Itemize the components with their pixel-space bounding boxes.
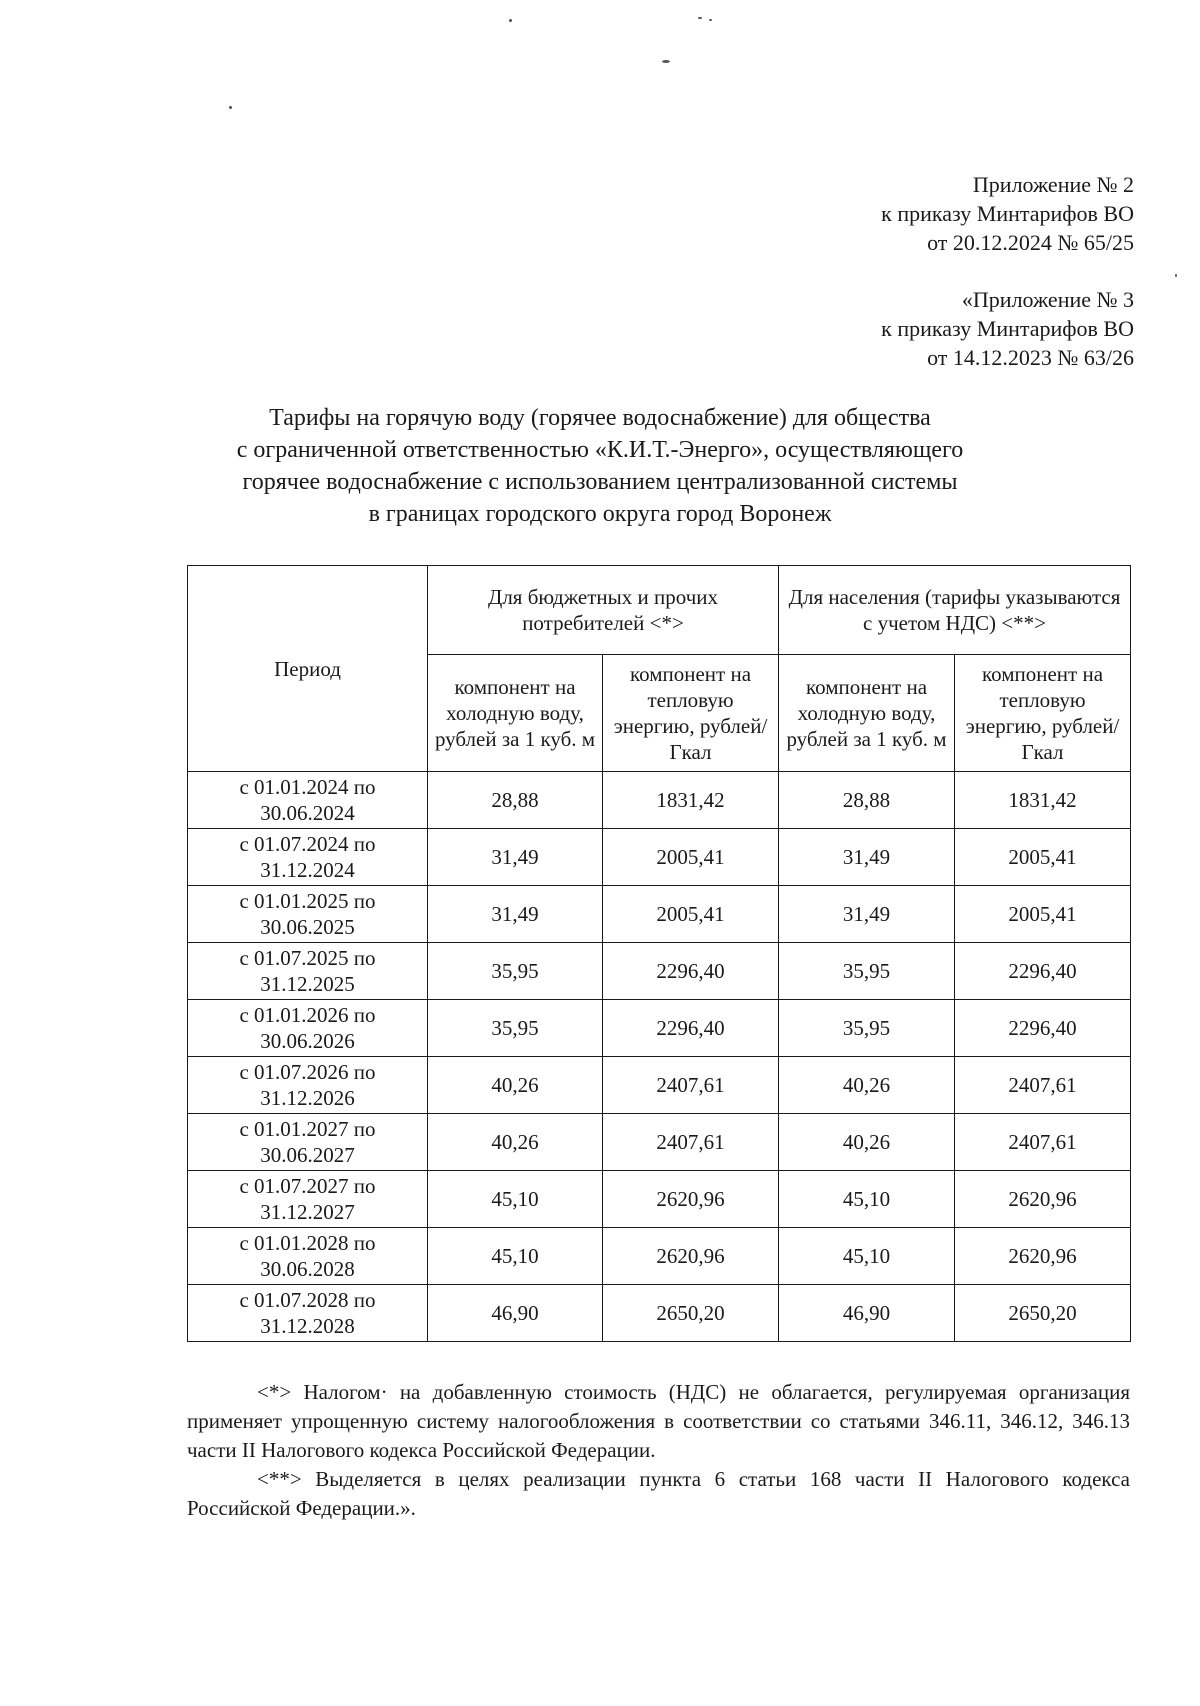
budget-heat-energy-value: 2407,61 [603,1057,779,1114]
period-cell [188,1000,428,1057]
period-cell [188,829,428,886]
footnote-budget: <*> Налогом· на добавленную стоимость (НДС) не облагается, регулируемая организация применяет упрощенную систему налогообложения в соответствии со статьями 346.11, 346.12, 346.13 части II Налогового кодекса Российской Федерации. [187,1380,1130,1462]
budget-cold-water-value: 31,49 [428,829,603,886]
budget-heat-energy-value: 2620,96 [603,1228,779,1285]
population-cold-water-value: 35,95 [779,1000,955,1057]
table-row [188,1057,1131,1114]
scan-speck [1175,274,1177,277]
population-cold-water-value: 35,95 [779,943,955,1000]
population-heat-energy-value: 2005,41 [955,886,1131,943]
period-cell [188,886,428,943]
period-from: с 01.07.2028 по [239,1288,376,1312]
period-from: с 01.07.2026 по [239,1060,376,1084]
budget-cold-water-value: 28,88 [428,772,603,829]
budget-heat-energy-value: 2296,40 [603,943,779,1000]
budget-cold-water-value: 40,26 [428,1114,603,1171]
period-from: с 01.07.2025 по [239,946,376,970]
footnotes [187,1378,1130,1523]
table-row [188,1228,1131,1285]
population-cold-water-value: 46,90 [779,1285,955,1342]
table-row [188,1171,1131,1228]
population-cold-water-value: 40,26 [779,1114,955,1171]
population-heat-energy-value: 2005,41 [955,829,1131,886]
budget-heat-energy-value: 2620,96 [603,1171,779,1228]
period-cell [188,1228,428,1285]
period-to: 30.06.2026 [260,1029,355,1053]
period-to: 31.12.2028 [260,1314,355,1338]
period-to: 30.06.2027 [260,1143,355,1167]
appendix-original-block [881,285,1134,372]
population-cold-water-value: 45,10 [779,1228,955,1285]
population-heat-energy-header: компонент на тепловую энергию, рублей/Гкал [955,655,1131,772]
table-row [188,1285,1131,1342]
budget-cold-water-value: 40,26 [428,1057,603,1114]
table-row [188,943,1131,1000]
population-group-header: Для населения (тарифы указываются с учетом НДС) <**> [779,566,1131,655]
budget-heat-energy-header: компонент на тепловую энергию, рублей/Гкал [603,655,779,772]
period-to: 31.12.2025 [260,972,355,996]
budget-heat-energy-value: 2005,41 [603,886,779,943]
period-cell [188,943,428,1000]
budget-heat-energy-value: 2005,41 [603,829,779,886]
period-cell [188,1114,428,1171]
period-from: с 01.01.2027 по [239,1117,376,1141]
table-row [188,829,1131,886]
period-from: с 01.07.2027 по [239,1174,376,1198]
table-row [188,1114,1131,1171]
budget-cold-water-value: 31,49 [428,886,603,943]
population-heat-energy-value: 2620,96 [955,1228,1131,1285]
period-to: 30.06.2025 [260,915,355,939]
budget-cold-water-value: 45,10 [428,1228,603,1285]
appendix-current-line1: Приложение № 2 [972,172,1134,197]
period-to: 30.06.2028 [260,1257,355,1281]
title-line4: в границах городского округа город Воронеж [368,501,832,527]
budget-cold-water-value: 35,95 [428,943,603,1000]
period-cell [188,1285,428,1342]
population-cold-water-value: 31,49 [779,829,955,886]
period-from: с 01.07.2024 по [239,832,376,856]
scan-speck [509,19,512,22]
population-cold-water-value: 40,26 [779,1057,955,1114]
population-cold-water-header: компонент на холодную воду, рублей за 1 куб. м [779,655,955,772]
appendix-current-line3: от 20.12.2024 № 65/25 [927,230,1134,255]
population-heat-energy-value: 2407,61 [955,1114,1131,1171]
scan-speck [662,60,670,63]
footnote-population: <**> Выделяется в целях реализации пункта 6 статьи 168 части II Налогового кодекса Российской Федерации.». [187,1467,1130,1520]
population-cold-water-value: 31,49 [779,886,955,943]
table-row [188,1000,1131,1057]
tariff-table [187,565,1131,1342]
title-line2: с ограниченной ответственностью «К.И.Т.-Энерго», осуществляющего [236,437,964,463]
title-line1: Тарифы на горячую воду (горячее водоснабжение) для общества [269,405,931,431]
scan-speck [229,106,232,109]
period-cell [188,1057,428,1114]
period-to: 31.12.2026 [260,1086,355,1110]
budget-heat-energy-value: 2407,61 [603,1114,779,1171]
scan-speck [709,19,712,21]
period-cell [188,772,428,829]
period-to: 31.12.2027 [260,1200,355,1224]
budget-cold-water-value: 35,95 [428,1000,603,1057]
appendix-original-line3: от 14.12.2023 № 63/26 [927,345,1134,370]
tariff-table-body [188,772,1131,1342]
population-heat-energy-value: 2296,40 [955,943,1131,1000]
budget-heat-energy-value: 2650,20 [603,1285,779,1342]
budget-heat-energy-value: 1831,42 [603,772,779,829]
population-heat-energy-value: 1831,42 [955,772,1131,829]
period-from: с 01.01.2028 по [239,1231,376,1255]
population-heat-energy-value: 2650,20 [955,1285,1131,1342]
budget-cold-water-value: 46,90 [428,1285,603,1342]
table-row [188,886,1131,943]
budget-group-header: Для бюджетных и прочих потребителей <*> [428,566,779,655]
appendix-current-line2: к приказу Минтарифов ВО [881,201,1134,226]
period-header: Период [188,566,428,772]
appendix-original-line1: «Приложение № 3 [961,287,1134,312]
population-cold-water-value: 28,88 [779,772,955,829]
population-cold-water-value: 45,10 [779,1171,955,1228]
title-line3: горячее водоснабжение с использованием централизованной системы [242,469,958,495]
scan-speck [698,17,702,19]
budget-cold-water-value: 45,10 [428,1171,603,1228]
period-to: 30.06.2024 [260,801,355,825]
appendix-original-line2: к приказу Минтарифов ВО [881,316,1134,341]
period-from: с 01.01.2025 по [239,889,376,913]
budget-cold-water-header: компонент на холодную воду, рублей за 1 куб. м [428,655,603,772]
population-heat-energy-value: 2620,96 [955,1171,1131,1228]
appendix-current-block [881,170,1134,257]
table-row [188,772,1131,829]
document-title [150,402,1050,530]
period-to: 31.12.2024 [260,858,355,882]
population-heat-energy-value: 2407,61 [955,1057,1131,1114]
period-from: с 01.01.2026 по [239,1003,376,1027]
period-from: с 01.01.2024 по [239,775,376,799]
budget-heat-energy-value: 2296,40 [603,1000,779,1057]
period-cell [188,1171,428,1228]
population-heat-energy-value: 2296,40 [955,1000,1131,1057]
